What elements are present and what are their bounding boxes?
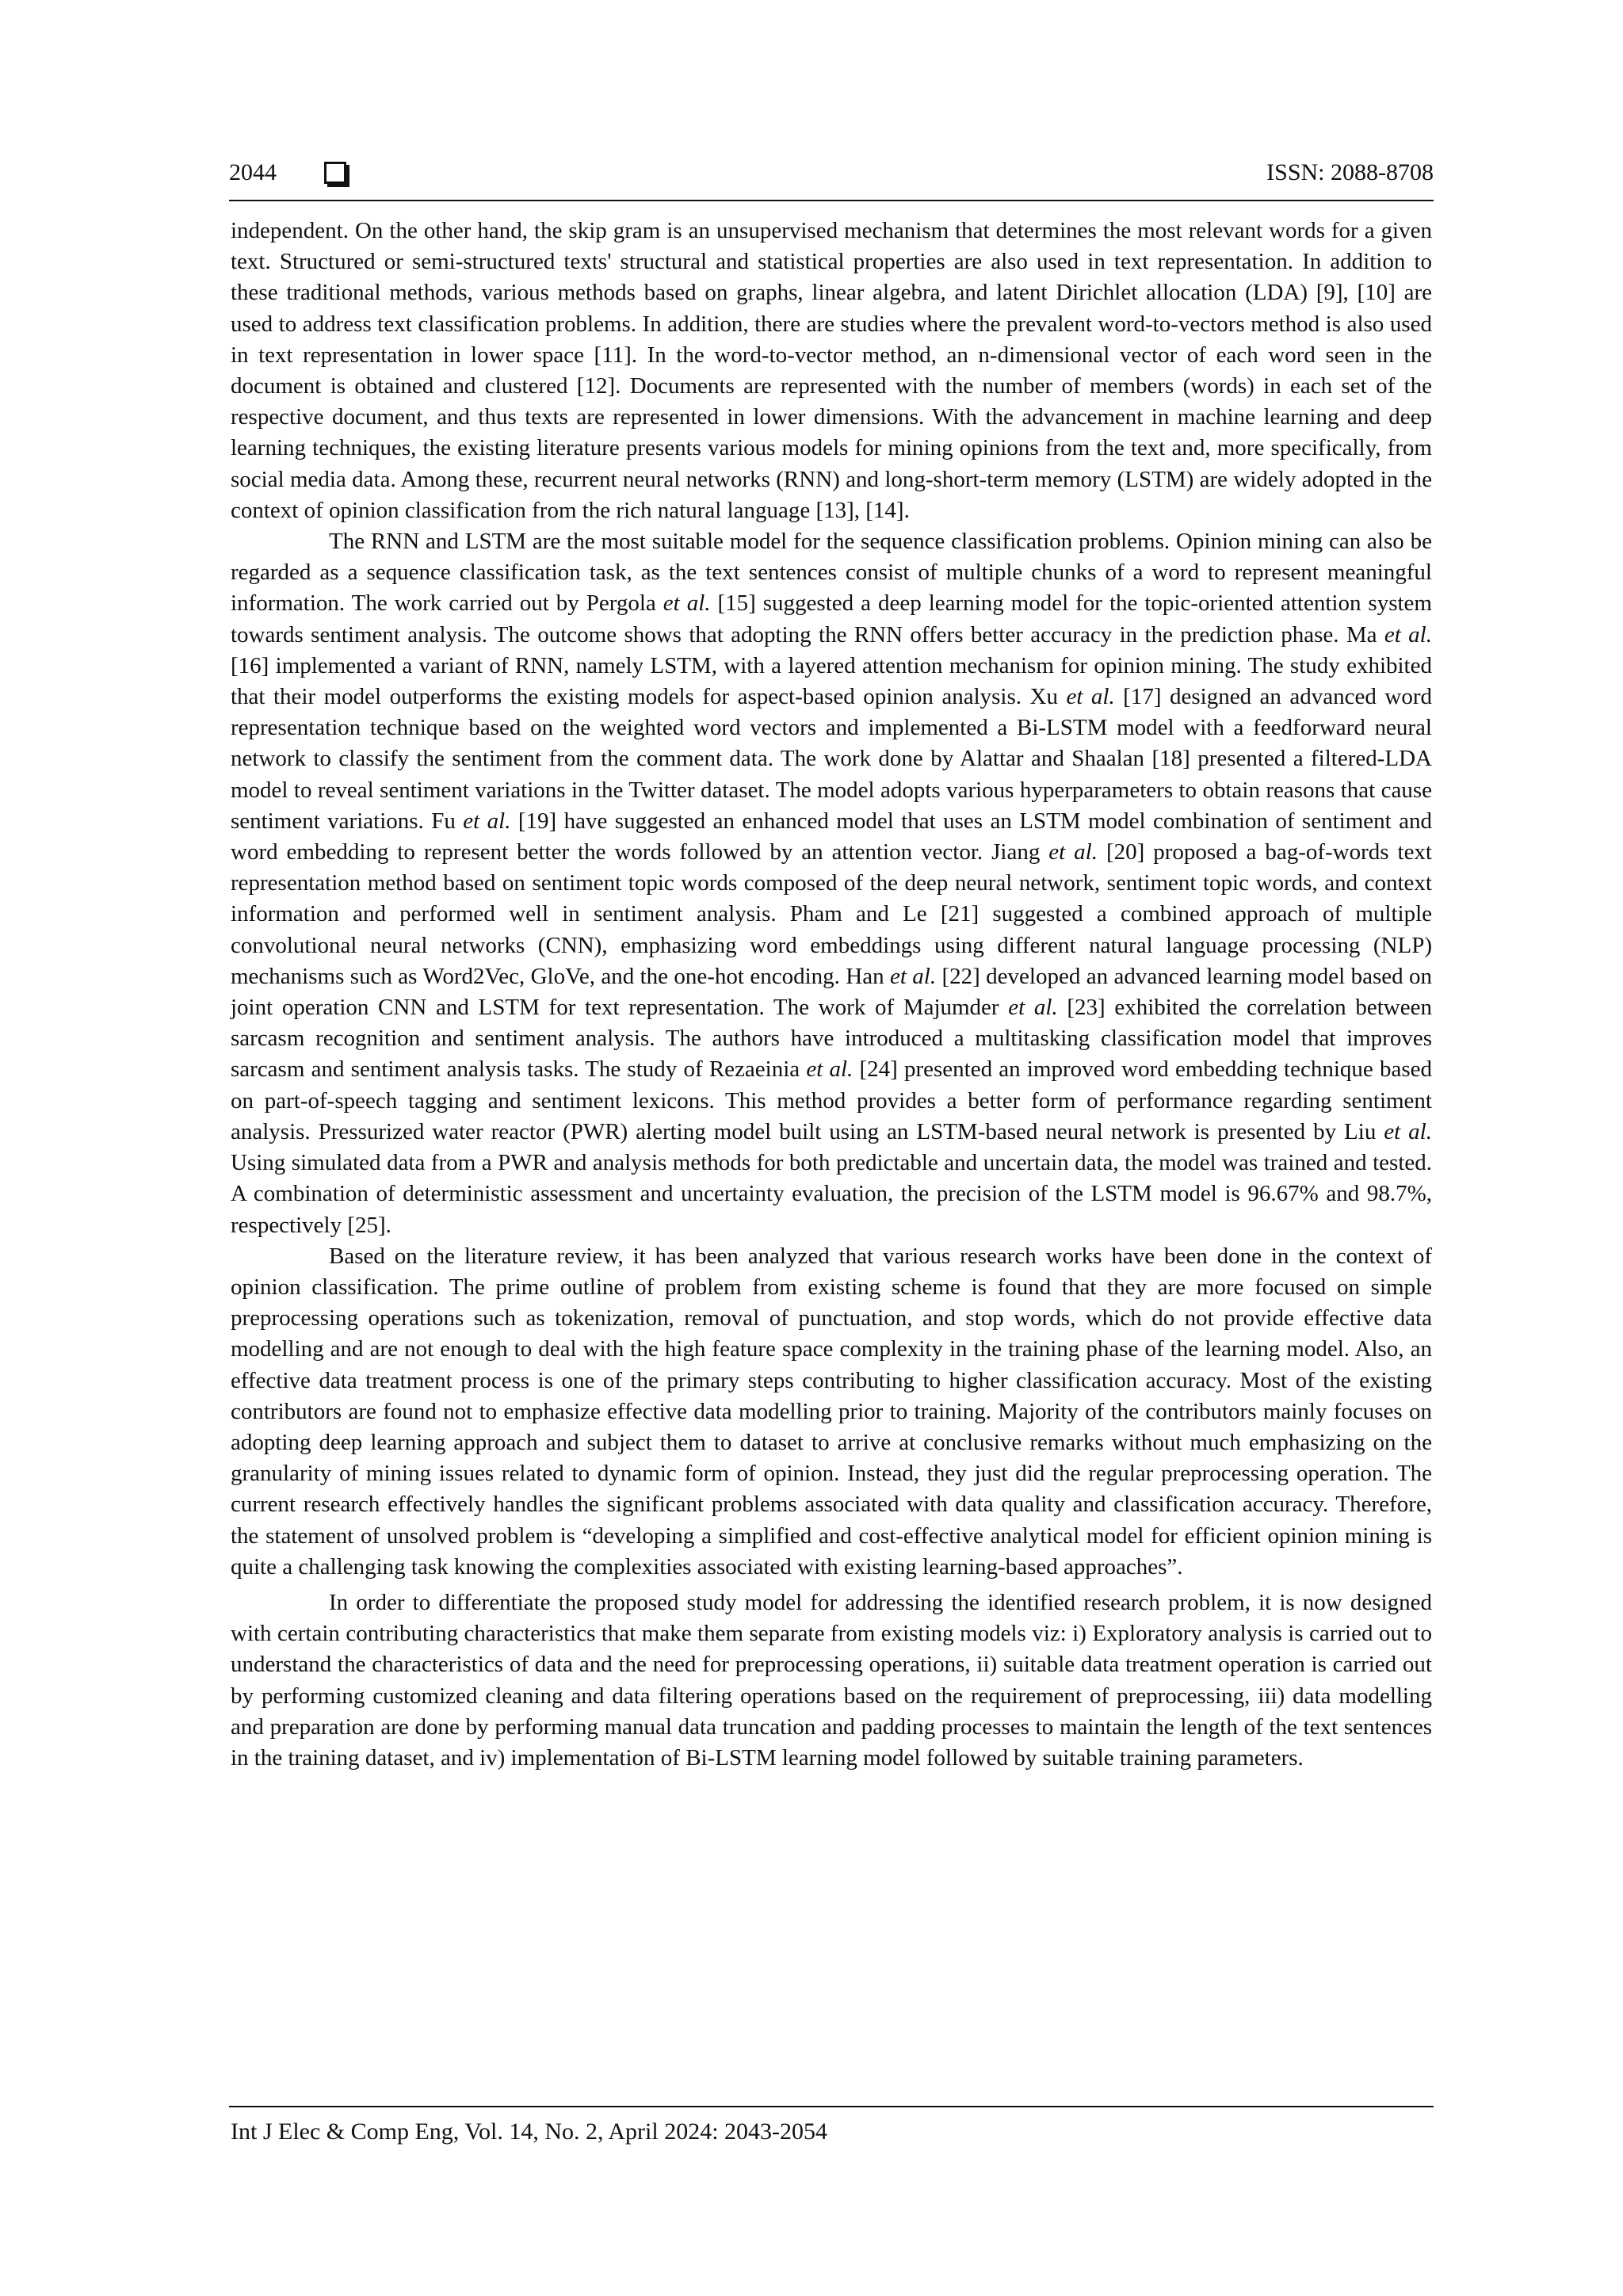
paragraph-3: Based on the literature review, it has been analyzed that various research works have been done in the context of opinion classification. The prime outline of problem from existing scheme is found that they are more focused on simple preprocessing operations such as tokenization, removal of punctuation, and stop words, which do not provide effective data modelling and are not enough to deal with the high feature space complexity in the training phase of the learning model. Also, an effective data treatment process is one of the primary steps contributing to higher classification accuracy. Most of the existing contributors are found not to emphasize effective data modelling prior to training. Majority of the contributors mainly focuses on adopting deep learning approach and subject them to dataset to arrive at conclusive remarks without much emphasizing on the granularity of mining issues related to dynamic form of opinion. Instead, they just did the regular preprocessing operation. The current research effectively handles the significant problems associated with data quality and classification accuracy. Therefore, the statement of unsolved problem is “developing a simplified and cost-effective analytical model for efficient opinion mining is quite a challenging task knowing the complexities associated with existing learning-based approaches”.: [231, 1243, 1432, 1580]
issn-label: ISSN: 2088-8708: [1266, 159, 1434, 185]
footer-citation: Int J Elec & Comp Eng, Vol. 14, No. 2, April 2024: 2043-2054: [231, 2118, 828, 2145]
page-header: [229, 155, 1434, 190]
body-text: [231, 216, 1432, 1774]
footer-divider: [229, 2106, 1434, 2107]
paragraph-2: The RNN and LSTM are the most suitable model for the sequence classification problems. Opinion mining can also be regarded as a sequence classification task, as the text sentences consist of multiple chunks of a word to represent meaningful information. The work carried out by Pergola et al. [15] suggested a deep learning model for the topic-oriented attention system towards sentiment analysis. The outcome shows that adopting the RNN offers better accuracy in the prediction phase. Ma et al. [16] implemented a variant of RNN, namely LSTM, with a layered attention mechanism for opinion mining. The study exhibited that their model outperforms the existing models for aspect-based opinion analysis. Xu et al. [17] designed an advanced word representation technique based on the weighted word vectors and implemented a Bi-LSTM model with a feedforward neural network to classify the sentiment from the comment data. The work done by Alattar and Shaalan [18] presented a filtered-LDA model to reveal sentiment variations in the Twitter dataset. The model adopts various hyperparameters to obtain reasons that cause sentiment variations. Fu et al. [19] have suggested an enhanced model that uses an LSTM model combination of sentiment and word embedding to represent better the words followed by an attention vector. Jiang et al. [20] proposed a bag-of-words text representation method based on sentiment topic words composed of the deep neural network, sentiment topic words, and context information and performed well in sentiment analysis. Pham and Le [21] suggested a combined approach of multiple convolutional neural networks (CNN), emphasizing word embeddings using different natural language processing (NLP) mechanisms such as Word2Vec, GloVe, and the one-hot encoding. Han et al. [22] developed an advanced learning model based on joint operation CNN and LSTM for text representation. The work of Majumder et al. [23] exhibited the correlation between sarcasm recognition and sentiment analysis. The authors have introduced a multitasking classification model that improves sarcasm and sentiment analysis tasks. The study of Rezaeinia et al. [24] presented an improved word embedding technique based on part-of-speech tagging and sentiment lexicons. This method provides a better form of performance regarding sentiment analysis. Pressurized water reactor (PWR) alerting model built using an LSTM-based neural network is presented by Liu et al. Using simulated data from a PWR and analysis methods for both predictable and uncertain data, the model was trained and tested. A combination of deterministic assessment and uncertainty evaluation, the precision of the LSTM model is 96.67% and 98.7%, respectively [25].: [231, 529, 1432, 1238]
header-divider: [229, 200, 1434, 201]
header-square-icon: [324, 162, 346, 184]
paragraph-4: In order to differentiate the proposed study model for addressing the identified research problem, it is now designed with certain contributing characteristics that make them separate from existing models viz: i) Exploratory analysis is carried out to understand the characteristics of data and the need for preprocessing operations, ii) suitable data treatment operation is carried out by performing customized cleaning and data filtering operations based on the requirement of preprocessing, iii) data modelling and preparation are done by performing manual data truncation and padding processes to maintain the length of the text sentences in the training dataset, and iv) implementation of Bi-LSTM learning model followed by suitable training parameters.: [231, 1589, 1432, 1771]
paragraph-1: independent. On the other hand, the skip gram is an unsupervised mechanism that determines the most relevant words for a given text. Structured or semi-structured texts' structural and statistical properties are also used in text representation. In addition to these traditional methods, various methods based on graphs, linear algebra, and latent Dirichlet allocation (LDA) [9], [10] are used to address text classification problems. In addition, there are studies where the prevalent word-to-vectors method is also used in text representation in lower space [11]. In the word-to-vector method, an n-dimensional vector of each word seen in the document is obtained and clustered [12]. Documents are represented with the number of members (words) in each set of the respective document, and thus texts are represented in lower dimensions. With the advancement in machine learning and deep learning techniques, the existing literature presents various models for mining opinions from the text and, more specifically, from social media data. Among these, recurrent neural networks (RNN) and long-short-term memory (LSTM) are widely adopted in the context of opinion classification from the rich natural language [13], [14].: [231, 218, 1432, 523]
page-number: 2044: [229, 159, 277, 185]
